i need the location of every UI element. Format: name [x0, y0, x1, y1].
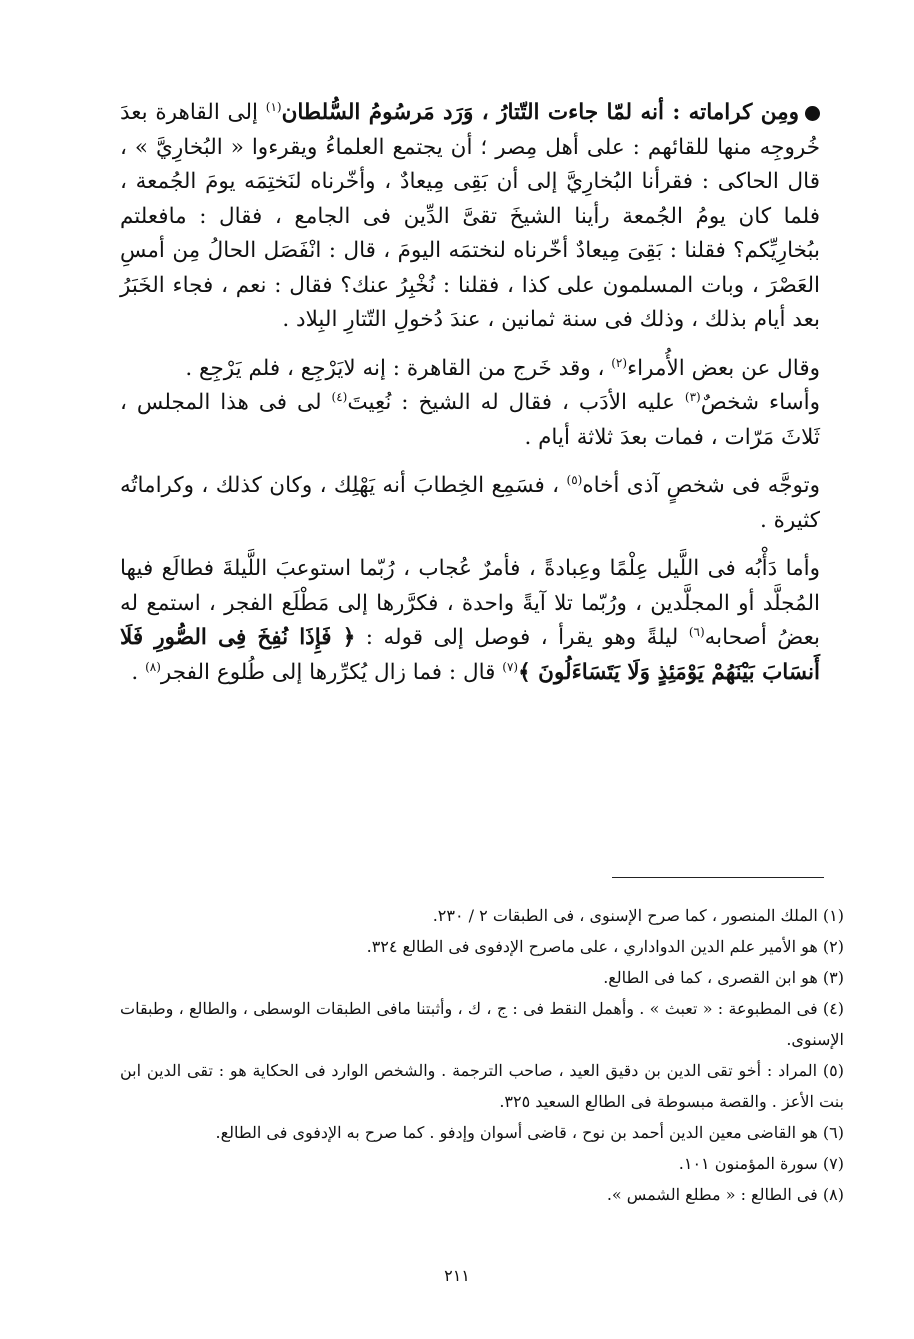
- footnote-4: (٤) فى المطبوعة : « تعبث » . وأهمل النقط فى : ج ، ك ، وأثبتنا مافى الطبقات الوسطى ، والطالع ، وطبقات الإسنوى.: [120, 999, 844, 1049]
- footnote-5: (٥) المراد : أخو تقى الدين بن دقيق العيد ، صاحب الترجمة . والشخص الوارد فى الحكاية هو : تقى الدين ابن بنت الأعز . والقصة مبسوطة فى الطالع السعيد ٣٢٥.: [120, 1061, 844, 1111]
- paragraph-lead: ومِن كراماته : أنه لمّا جاءت التّتارُ ، وَرَد مَرسُومُ السُّلطان: [281, 100, 799, 125]
- paragraph-text: وتوجَّه فى شخصٍ آذى أخاه: [582, 473, 820, 498]
- footnote-ref-4[interactable]: (٤): [331, 389, 348, 404]
- paragraph-text: وأساء شخصٌ: [700, 390, 820, 415]
- paragraph-miracle-tatar: [120, 96, 820, 338]
- footnote-ref-1[interactable]: (١): [265, 99, 282, 114]
- footnote-8: (٨) فى الطالع : « مطلع الشمس ».: [606, 1185, 844, 1204]
- footnote-7: (٧) سورة المؤمنون ١٠١.: [678, 1154, 844, 1173]
- footnote-1: (١) الملك المنصور ، كما صرح الإسنوى ، فى الطبقات ٢ / ٢٣٠.: [432, 906, 844, 925]
- footnote-2: (٢) هو الأمير علم الدين الدواداري ، على ماصرح الإدفوى فى الطالع ٣٢٤.: [366, 937, 844, 956]
- footnote-ref-2[interactable]: (٢): [611, 355, 628, 370]
- paragraph-text: عليه الأدَب ، فقال له الشيخ : نُعِيتَ: [347, 390, 685, 415]
- paragraph-text: ليلةً وهو يقرأ ، فوصل إلى قوله :: [355, 625, 689, 650]
- paragraph-text: إلى القاهرة بعدَ خُروجِه منها للقائهم : على أهل مِصر ؛ أن يجتمع العلماءُ ويقرءوا « البُخارِيَّ » ، قال الحاكى : فقرأنا البُخارِيَّ إلى أن بَقِى مِيعادٌ ، وأخّرناه لنَختِمَه يومَ الجُمعة ، فلما كان يومُ الجُمعة رأينا الشيخَ تقىَّ الدِّين فى الجامع ، فقال : مافعلتم ببُخارِيِّكم؟ فقلنا : بَقِىَ مِيعادٌ أخّرناه لنختمَه اليومَ ، قال : انْفَصَل الحالُ مِن أمسِ العَصْرَ ، وبات المسلمون على كذا ، فقلنا : نُخْبِرُ عنك؟ فقال : نعم ، فجاء الخَبَرُ بعد أيام بذلك ، وذلك فى سنة ثمانين ، عندَ دُخولِ التّتارِ البِلاد .: [120, 100, 820, 332]
- paragraph-text: لى فى هذا المجلس ، ثَلاثَ مَرّات ، فمات بعدَ ثلاثة أيام .: [120, 390, 820, 450]
- footnote-ref-6[interactable]: (٦): [688, 624, 705, 639]
- footnote-3: (٣) هو ابن القصرى ، كما فى الطالع.: [603, 968, 844, 987]
- paragraph-text: قال : فما زال يُكرِّرها إلى طُلوع الفجر: [160, 659, 503, 685]
- page-number: ٢١١: [444, 1266, 470, 1285]
- paragraph-rude-person: [120, 386, 820, 455]
- paragraph-text: .: [131, 659, 146, 685]
- quran-verse: ﴿ فَإِذَا نُفِخَ فِى الصُّورِ فَلَا أَنسَابَ بَيْنَهُمْ يَوْمَئِذٍ وَلَا يَتَسَاءَلُونَ ﴾: [120, 625, 820, 685]
- paragraph-text: وقال عن بعض الأُمراء: [627, 355, 820, 381]
- paragraph-night-worship: [120, 552, 820, 690]
- footnotes: [120, 900, 844, 1210]
- footnote-ref-8[interactable]: (٨): [145, 659, 161, 674]
- paragraph-prince: [120, 352, 820, 387]
- paragraph-text: ، وقد خَرج من القاهرة : إنه لايَرْجِع ، فلم يَرْجِع .: [185, 355, 612, 381]
- paragraph-brother: [120, 469, 820, 538]
- footnote-separator: [612, 877, 824, 878]
- paragraph-text: ، فسَمِع الخِطابَ أنه يَهْلِك ، وكان كذلك ، وكراماتُه كثيرة .: [120, 473, 820, 533]
- footnote-6: (٦) هو القاضى معين الدين أحمد بن نوح ، قاضى أسوان وإدفو . كما صرح به الإدفوى فى الطالع.: [215, 1123, 844, 1142]
- footnote-ref-7[interactable]: (٧): [502, 659, 519, 674]
- paragraph-text: وأما دَأْبُه فى اللَّيل عِلْمًا وعِبادةً ، فأمرٌ عُجاب ، رُبّما استوعبَ اللَّيلةَ فطالَع فيها المُجلَّد أو المجلَّدين ، ورُبّما تلا آيةً واحدة ، فكرَّرها إلى مَطْلَع الفجر ، استمع له بعضُ أصحابه: [120, 556, 820, 650]
- main-text: [120, 96, 820, 690]
- footnote-ref-5[interactable]: (٥): [566, 472, 583, 487]
- footnote-ref-3[interactable]: (٣): [684, 389, 701, 404]
- paragraph-bullet-icon: [805, 106, 820, 121]
